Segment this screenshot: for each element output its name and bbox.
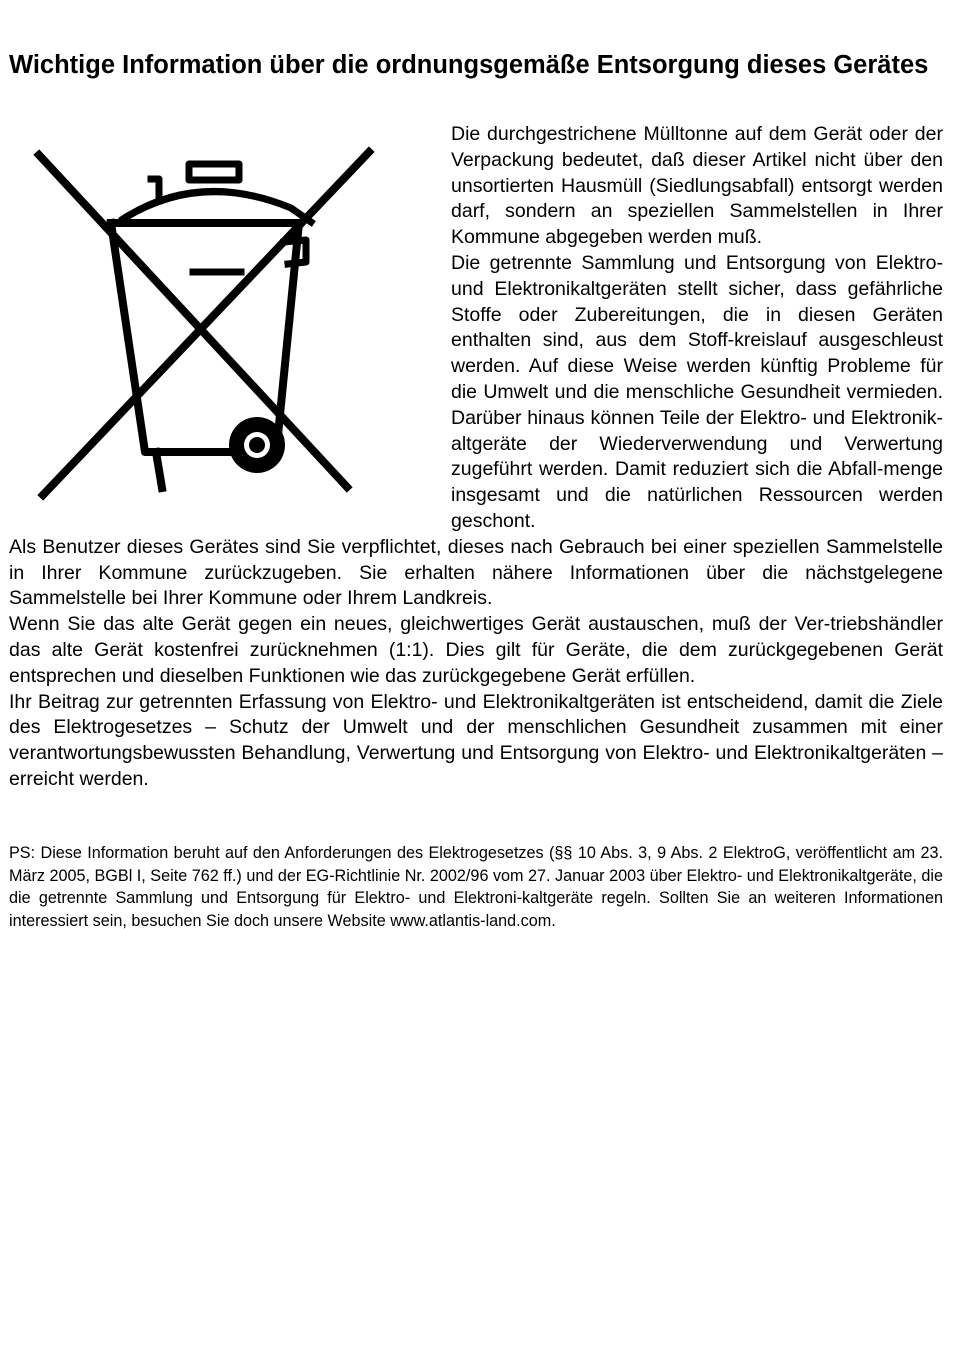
crossed-out-wheeled-bin-icon <box>9 130 379 530</box>
paragraph-user-obligation: Als Benutzer dieses Gerätes sind Sie verpflichtet, dieses nach Gebrauch bei einer speziellen Sammelstelle in Ihrer Kommune zurückzugeben. Sie erhalten nähere Informationen über die nächstgelegene Sammelstelle bei Ihrer Kommune oder Ihrem Landkreis. <box>9 535 943 610</box>
page-title: Wichtige Information über die ordnungsgemäße Entsorgung dieses Gerätes <box>9 51 929 79</box>
paragraph-symbol-meaning: Die durchgestrichene Mülltonne auf dem Gerät oder der Verpackung bedeutet, daß dieser Artikel nicht über den unsortierten Hausmüll (Siedlungsabfall) entsorgt werden darf, sondern an speziellen Sammelstellen in Ihrer Kommune abgegeben werden muß. <box>451 123 943 249</box>
main-text <box>9 122 943 793</box>
paragraph-contribution: Ihr Beitrag zur getrennten Erfassung von Elektro- und Elektronikaltgeräten ist entscheidend, damit die Ziele des Elektrogesetzes – Schutz der Umwelt und der menschlichen Gesundheit zusammen mit einer verantwortungsbewussten Behandlung, Verwertung und Entsorgung von Elektro- und Elektronikaltgeräten – erreicht werden. <box>9 690 943 790</box>
postscript-note: PS: Diese Information beruht auf den Anforderungen des Elektrogesetzes (§§ 10 Abs. 3, 9 Abs. 2 ElektroG, veröffentlicht am 23. März 2005, BGBl I, Seite 762 ff.) und der EG-Richtlinie Nr. 2002/96 vom 27. Januar 2003 über Elektro- und Elektronikaltgeräte, die die getrennte Sammlung und Entsorgung für Elektro- und Elektroni-kaltgeräte regeln. Sollten Sie an weiteren Informationen interessiert sein, besuchen Sie doch unsere Website www.atlantis-land.com. <box>9 843 943 931</box>
document-page <box>9 0 943 949</box>
paragraph-device-exchange: Wenn Sie das alte Gerät gegen ein neues, gleichwertiges Gerät austauschen, muß der Ver-triebshändler das alte Gerät kostenfrei zurücknehmen (1:1). Dies gilt für Geräte, die dem zurückgegebenen Gerät entsprechen und dieselben Funktionen wie das zurückgegebene Gerät erfüllen. <box>9 613 943 687</box>
paragraph-separate-collection: Die getrennte Sammlung und Entsorgung von Elektro- und Elektronikaltgeräten stellt sicher, dass gefährliche Stoffe oder Zubereitungen, die in diesen Geräten enthalten sind, aus dem Stoff-kreislauf ausgeschleust werden. Auf diese Weise werden künftig Probleme für die Umwelt und die menschliche Gesundheit vermieden. Darüber hinaus können Teile der Elektro- und Elektronik-altgeräte der Wiederverwendung und Verwertung zugeführt werden. Damit reduziert sich die Abfall-menge insgesamt und die natürlichen Ressourcen werden geschont. <box>451 251 943 532</box>
